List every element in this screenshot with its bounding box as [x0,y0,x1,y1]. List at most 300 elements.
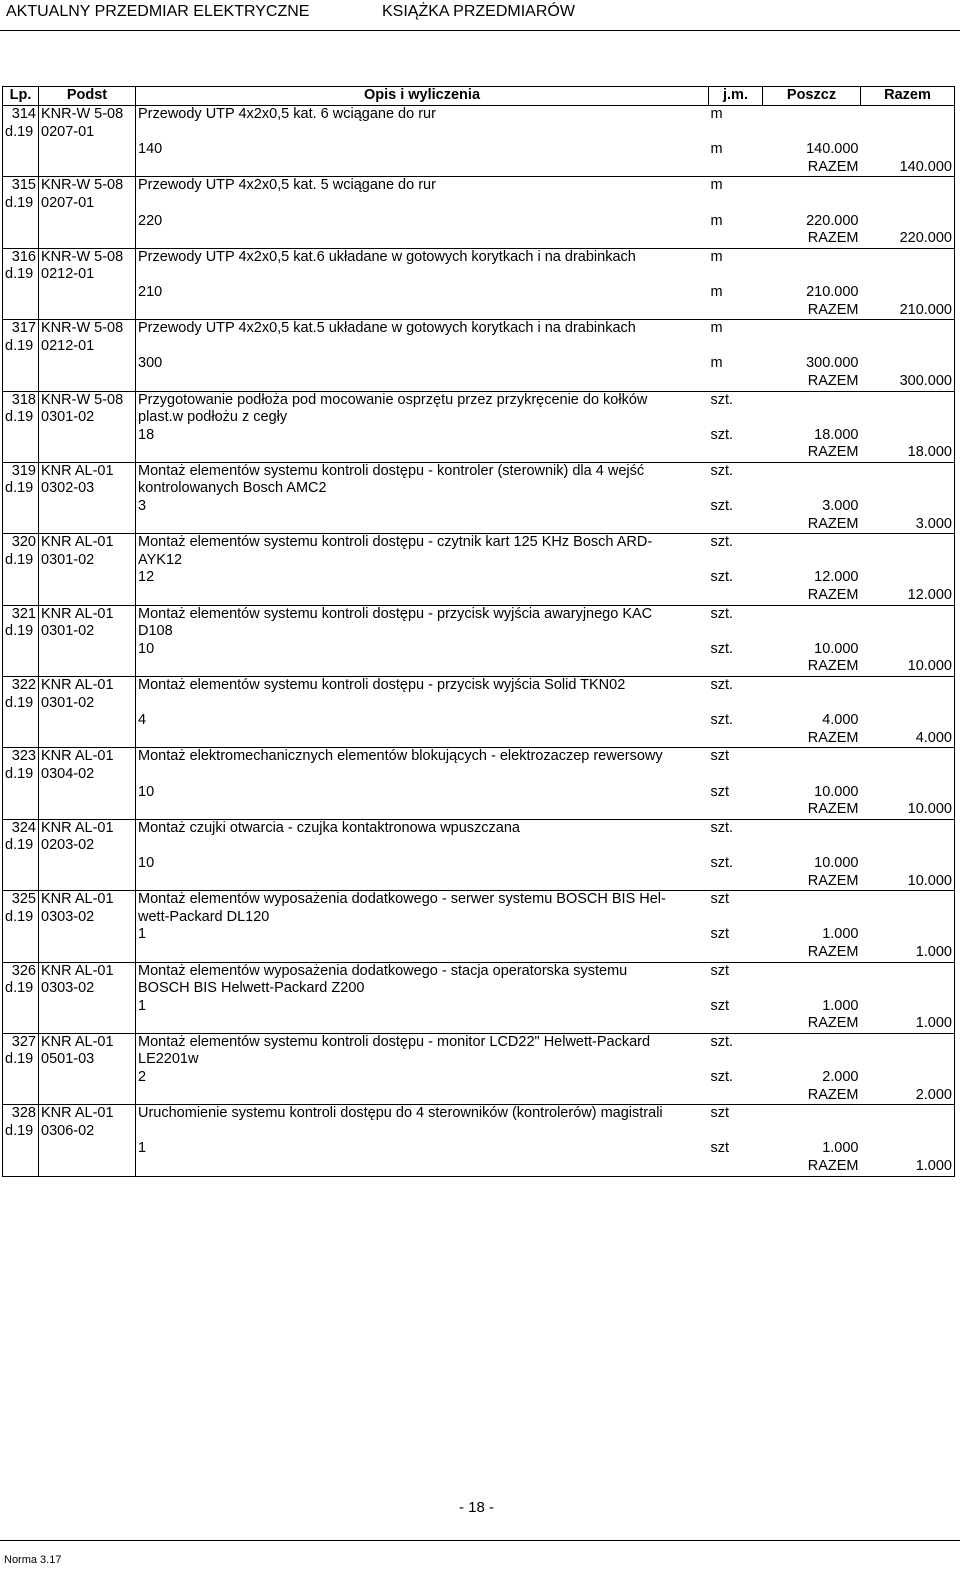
table-row [3,427,955,445]
item-poszcz: 210.000 [806,283,859,300]
item-poszcz-empty [763,1051,861,1069]
item-d: d.19 [3,124,39,142]
item-podstawa: KNR AL-01 [39,462,136,480]
item-jm-empty [709,1051,763,1069]
item-opis-empty [136,230,709,248]
item-opis-cont: BOSCH BIS Helwett-Packard Z200 [136,980,709,998]
item-poszcz: 4.000 [822,712,859,729]
item-lp-empty [3,569,39,587]
item-jm-empty [709,409,763,427]
table-row [3,124,955,142]
page-header [0,0,960,28]
table-row [3,962,955,980]
item-jm-empty [709,1123,763,1141]
item-jm-empty [709,230,763,248]
razem-label: RAZEM [763,730,861,748]
item-poszcz-empty [763,605,861,623]
table-row [3,998,955,1016]
item-lp-empty [3,1069,39,1087]
item-podstawa-empty [39,1087,136,1105]
item-podstawa-empty [39,730,136,748]
table-row [3,873,955,891]
table-row [3,409,955,427]
razem-label: RAZEM [763,801,861,819]
item-podstawa: KNR-W 5-08 [39,177,136,195]
item-quantity: 10 [136,784,709,802]
item-quantity-jm: m [710,141,723,158]
column-header-poszcz: Poszcz [763,87,861,106]
item-lp: 326 [3,962,39,980]
item-opis-cont: kontrolowanych Bosch AMC2 [136,480,709,498]
item-razem-empty [861,926,955,944]
razem-label: RAZEM [763,587,861,605]
item-jm-empty [709,909,763,927]
item-podstawa-empty [39,801,136,819]
item-podstawa-empty [39,873,136,891]
item-opis: Przewody UTP 4x2x0,5 kat. 6 wciągane do rur [136,106,709,124]
item-podstawa-empty [39,159,136,177]
item-poszcz: 10.000 [814,640,859,657]
item-lp-empty [3,141,39,159]
item-razem-empty [861,462,955,480]
przedmiar-table [2,86,955,1177]
table-row [3,801,955,819]
item-quantity-jm: m [710,283,723,300]
item-lp-empty [3,641,39,659]
table-row [3,159,955,177]
item-jm: szt [710,1105,730,1122]
item-lp-empty [3,355,39,373]
item-lp: 324 [3,819,39,837]
item-quantity: 210 [136,284,709,302]
item-razem: 2.000 [861,1087,955,1105]
item-poszcz-empty [763,462,861,480]
item-poszcz-empty [763,106,861,124]
table-row [3,766,955,784]
item-podstawa: KNR AL-01 [39,605,136,623]
item-razem-empty [861,195,955,213]
razem-label: RAZEM [763,302,861,320]
item-poszcz-empty [763,980,861,998]
item-opis-empty [136,730,709,748]
item-opis-cont [136,338,709,356]
item-poszcz-empty [763,677,861,695]
item-opis: Montaż elementów systemu kontroli dostępu - monitor LCD22" Helwett-Packard [136,1033,709,1051]
item-podstawa-empty [39,641,136,659]
item-d: d.19 [3,980,39,998]
table-row [3,837,955,855]
item-opis: Montaż elementów systemu kontroli dostępu - kontroler (sterownik) dla 4 wejść [136,462,709,480]
item-razem: 1.000 [861,1015,955,1033]
item-poszcz: 10.000 [814,854,859,871]
item-lp-empty [3,998,39,1016]
item-lp-empty [3,373,39,391]
item-razem-empty [861,320,955,338]
item-quantity: 4 [136,712,709,730]
item-d: d.19 [3,552,39,570]
item-podstawa: KNR AL-01 [39,1033,136,1051]
item-lp: 328 [3,1105,39,1123]
item-podstawa-empty [39,855,136,873]
item-lp-empty [3,230,39,248]
item-poszcz: 12.000 [814,569,859,586]
item-podstawa-code: 0207-01 [39,195,136,213]
item-d: d.19 [3,266,39,284]
item-razem-empty [861,819,955,837]
item-lp-empty [3,516,39,534]
item-opis-cont [136,837,709,855]
item-podstawa-empty [39,926,136,944]
item-razem-empty [861,623,955,641]
item-podstawa-code: 0306-02 [39,1123,136,1141]
item-razem: 4.000 [861,730,955,748]
table-row [3,248,955,266]
item-podstawa-code: 0501-03 [39,1051,136,1069]
table-row [3,819,955,837]
item-quantity: 10 [136,641,709,659]
column-header-jm: j.m. [709,87,763,106]
item-opis-empty [136,1015,709,1033]
table-row [3,730,955,748]
item-lp-empty [3,926,39,944]
item-podstawa-code: 0301-02 [39,695,136,713]
item-quantity: 12 [136,569,709,587]
item-razem-empty [861,106,955,124]
table-row [3,748,955,766]
table-row [3,1158,955,1176]
item-razem: 1.000 [861,944,955,962]
item-opis: Przygotowanie podłoża pod mocowanie osprzętu przez przykręcenie do kołków [136,391,709,409]
item-razem: 10.000 [861,873,955,891]
item-quantity: 300 [136,355,709,373]
item-jm-empty [709,730,763,748]
item-jm-empty [709,1158,763,1176]
item-poszcz-empty [763,766,861,784]
item-jm-empty [709,373,763,391]
table-row [3,444,955,462]
razem-label: RAZEM [763,944,861,962]
item-jm: szt. [710,819,734,836]
item-lp-empty [3,159,39,177]
table-row [3,266,955,284]
item-jm: szt [710,962,730,979]
item-poszcz-empty [763,623,861,641]
table-row [3,534,955,552]
table-row [3,891,955,909]
item-opis: Montaż elementów wyposażenia dodatkowego - serwer systemu BOSCH BIS Hel- [136,891,709,909]
item-podstawa: KNR-W 5-08 [39,320,136,338]
item-razem-empty [861,784,955,802]
item-opis: Przewody UTP 4x2x0,5 kat. 5 wciągane do rur [136,177,709,195]
item-jm-empty [709,873,763,891]
item-jm: m [710,320,723,337]
header-divider [0,30,960,31]
item-lp: 325 [3,891,39,909]
table-row [3,944,955,962]
item-opis-cont [136,124,709,142]
item-poszcz: 2.000 [822,1069,859,1086]
item-lp-empty [3,873,39,891]
item-jm: m [710,106,723,122]
item-poszcz-empty [763,391,861,409]
item-lp-empty [3,427,39,445]
table-row [3,284,955,302]
item-podstawa-empty [39,569,136,587]
item-jm: szt. [710,534,734,551]
item-poszcz-empty [763,320,861,338]
item-jm: szt. [710,677,734,693]
item-razem-empty [861,552,955,570]
item-opis-empty [136,373,709,391]
item-podstawa-code: 0301-02 [39,409,136,427]
item-razem-empty [861,962,955,980]
item-quantity: 2 [136,1069,709,1087]
item-jm-empty [709,338,763,356]
page-number: - 18 - [459,1499,495,1516]
item-podstawa-code: 0212-01 [39,338,136,356]
item-poszcz: 1.000 [822,1140,859,1157]
item-podstawa-code: 0302-03 [39,480,136,498]
table-row [3,1123,955,1141]
item-poszcz: 300.000 [806,355,859,372]
razem-label: RAZEM [763,230,861,248]
item-poszcz: 1.000 [822,926,859,943]
table-row [3,909,955,927]
item-poszcz-empty [763,891,861,909]
item-jm-empty [709,516,763,534]
item-quantity-jm: szt. [710,712,734,729]
item-lp-empty [3,801,39,819]
item-podstawa-empty [39,944,136,962]
item-podstawa-code: 0207-01 [39,124,136,142]
item-razem-empty [861,534,955,552]
item-jm-empty [709,266,763,284]
item-jm: szt. [710,391,734,408]
item-opis-empty [136,1158,709,1176]
table-row [3,1105,955,1123]
item-opis-cont [136,195,709,213]
item-podstawa-code: 0303-02 [39,909,136,927]
razem-label: RAZEM [763,1158,861,1176]
item-opis: Przewody UTP 4x2x0,5 kat.6 układane w gotowych korytkach i na drabinkach [136,248,709,266]
item-poszcz: 10.000 [814,783,859,800]
item-opis-cont [136,1123,709,1141]
razem-label: RAZEM [763,1015,861,1033]
item-poszcz-empty [763,748,861,766]
item-d: d.19 [3,766,39,784]
table-row [3,462,955,480]
item-jm-empty [709,195,763,213]
item-razem-empty [861,213,955,231]
table-row [3,605,955,623]
item-poszcz-empty [763,266,861,284]
item-quantity-jm: m [710,212,723,229]
item-podstawa-empty [39,373,136,391]
table-row [3,106,955,124]
table-row [3,391,955,409]
item-podstawa-empty [39,1140,136,1158]
item-opis: Uruchomienie systemu kontroli dostępu do 4 sterowników (kontrolerów) magistrali [136,1105,709,1123]
item-podstawa-empty [39,498,136,516]
item-razem-empty [861,605,955,623]
table-row [3,1033,955,1051]
item-podstawa-empty [39,516,136,534]
item-podstawa-code: 0303-02 [39,980,136,998]
item-razem: 1.000 [861,1158,955,1176]
item-razem: 12.000 [861,587,955,605]
item-opis-cont: LE2201w [136,1051,709,1069]
razem-label: RAZEM [763,373,861,391]
table-row [3,320,955,338]
table-row [3,516,955,534]
item-opis-cont: wett-Packard DL120 [136,909,709,927]
item-razem: 10.000 [861,658,955,676]
item-podstawa: KNR AL-01 [39,534,136,552]
item-podstawa-code: 0301-02 [39,623,136,641]
item-poszcz-empty [763,819,861,837]
item-poszcz-empty [763,480,861,498]
item-podstawa: KNR-W 5-08 [39,248,136,266]
item-jm-empty [709,980,763,998]
item-quantity-jm: szt. [710,1069,734,1086]
item-jm: szt. [710,462,734,479]
table-row [3,712,955,730]
item-quantity: 1 [136,998,709,1016]
table-row [3,177,955,195]
item-lp: 321 [3,605,39,623]
item-razem-empty [861,177,955,195]
item-opis-cont: AYK12 [136,552,709,570]
item-poszcz-empty [763,1105,861,1123]
item-poszcz-empty [763,409,861,427]
item-lp-empty [3,1015,39,1033]
item-quantity: 10 [136,855,709,873]
table-header-row [3,87,955,106]
item-razem-empty [861,1140,955,1158]
item-lp: 314 [3,106,39,124]
item-podstawa-empty [39,1158,136,1176]
item-lp-empty [3,498,39,516]
item-podstawa: KNR AL-01 [39,962,136,980]
item-lp-empty [3,712,39,730]
item-podstawa-code: 0203-02 [39,837,136,855]
item-lp-empty [3,1140,39,1158]
item-jm-empty [709,944,763,962]
item-jm-empty [709,623,763,641]
item-quantity-jm: szt. [710,854,734,871]
item-razem-empty [861,480,955,498]
item-jm: szt. [710,605,734,622]
item-razem-empty [861,248,955,266]
item-opis-empty [136,873,709,891]
item-podstawa-empty [39,587,136,605]
item-opis-cont [136,266,709,284]
item-poszcz-empty [763,338,861,356]
footer-divider [0,1540,960,1541]
item-lp-empty [3,944,39,962]
item-razem-empty [861,1105,955,1123]
item-opis-cont: plast.w podłożu z cegły [136,409,709,427]
item-podstawa-empty [39,427,136,445]
item-opis-empty [136,1087,709,1105]
item-quantity-jm: szt. [710,569,734,586]
item-lp-empty [3,587,39,605]
item-poszcz-empty [763,177,861,195]
item-podstawa: KNR AL-01 [39,819,136,837]
razem-label: RAZEM [763,444,861,462]
table-row [3,373,955,391]
item-podstawa-code: 0301-02 [39,552,136,570]
item-jm-empty [709,1087,763,1105]
table-row [3,213,955,231]
item-jm: szt. [710,1033,734,1050]
razem-label: RAZEM [763,658,861,676]
item-podstawa-empty [39,141,136,159]
item-poszcz-empty [763,534,861,552]
razem-label: RAZEM [763,516,861,534]
item-opis: Montaż czujki otwarcia - czujka kontaktronowa wpuszczana [136,819,709,837]
footer-norma: Norma 3.17 [4,1554,62,1566]
item-razem-empty [861,498,955,516]
item-d: d.19 [3,338,39,356]
item-razem-empty [861,695,955,713]
item-jm-empty [709,480,763,498]
table-row [3,195,955,213]
item-jm-empty [709,801,763,819]
item-lp-empty [3,213,39,231]
item-jm-empty [709,444,763,462]
item-jm-empty [709,766,763,784]
item-razem-empty [861,748,955,766]
table-row [3,1140,955,1158]
item-lp: 323 [3,748,39,766]
item-opis: Montaż elementów systemu kontroli dostępu - przycisk wyjścia Solid TKN02 [136,677,709,695]
item-lp-empty [3,1158,39,1176]
item-jm: szt [710,748,730,765]
item-razem-empty [861,409,955,427]
item-opis-empty [136,302,709,320]
item-jm: m [710,248,723,265]
item-podstawa: KNR-W 5-08 [39,106,136,124]
item-jm-empty [709,124,763,142]
item-razem-empty [861,124,955,142]
item-lp-empty [3,284,39,302]
item-poszcz: 18.000 [814,426,859,443]
item-podstawa: KNR-W 5-08 [39,391,136,409]
item-razem-empty [861,427,955,445]
table-row [3,1087,955,1105]
item-d: d.19 [3,195,39,213]
item-quantity-jm: szt [710,997,730,1014]
item-poszcz: 140.000 [806,141,859,158]
table-row [3,658,955,676]
item-opis-empty [136,801,709,819]
item-opis: Montaż elektromechanicznych elementów blokujących - elektrozaczep rewersowy [136,748,709,766]
item-razem: 220.000 [861,230,955,248]
item-razem-empty [861,266,955,284]
item-podstawa-code: 0212-01 [39,266,136,284]
header-title-left: AKTUALNY PRZEDMIAR ELEKTRYCZNE [6,3,310,20]
item-d: d.19 [3,480,39,498]
column-header-podst: Podst [39,87,136,106]
item-razem-empty [861,677,955,695]
item-lp-empty [3,444,39,462]
item-podstawa-empty [39,784,136,802]
item-razem-empty [861,141,955,159]
item-jm-empty [709,658,763,676]
table-row [3,302,955,320]
item-quantity: 18 [136,427,709,445]
